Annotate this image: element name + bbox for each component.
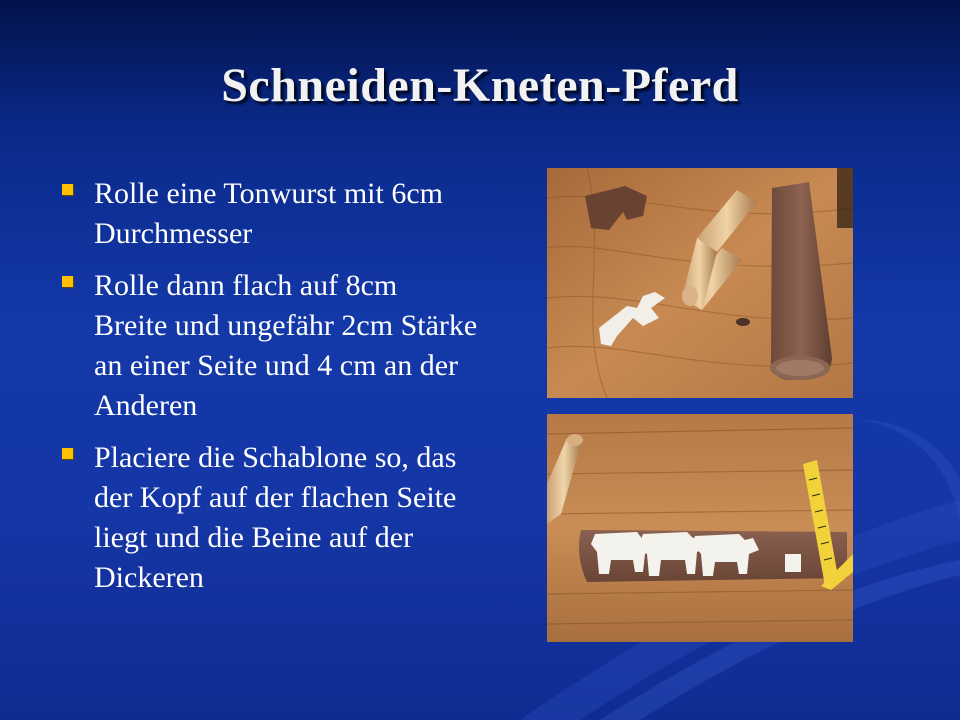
bullet-item — [58, 174, 478, 254]
bullet-list — [58, 174, 478, 610]
photo-template-on-clay-slab — [547, 414, 853, 642]
bullet-text: Placiere die Schablone so, das der Kopf auf der flachen Seite liegt und die Beine auf der Dickeren — [94, 441, 457, 594]
bullet-item — [58, 438, 478, 598]
square-bullet-icon — [62, 448, 73, 459]
square-bullet-icon — [62, 184, 73, 195]
photo-clay-roll-rolling-pin — [547, 168, 853, 398]
bullet-item — [58, 266, 478, 426]
slide-title: Schneiden-Kneten-Pferd — [221, 59, 739, 112]
bullet-text: Rolle dann flach auf 8cm Breite und ungefähr 2cm Stärke an einer Seite und 4 cm an der Anderen — [94, 269, 478, 422]
square-bullet-icon — [62, 276, 73, 287]
bullet-text: Rolle eine Tonwurst mit 6cm Durchmesser — [94, 177, 443, 250]
